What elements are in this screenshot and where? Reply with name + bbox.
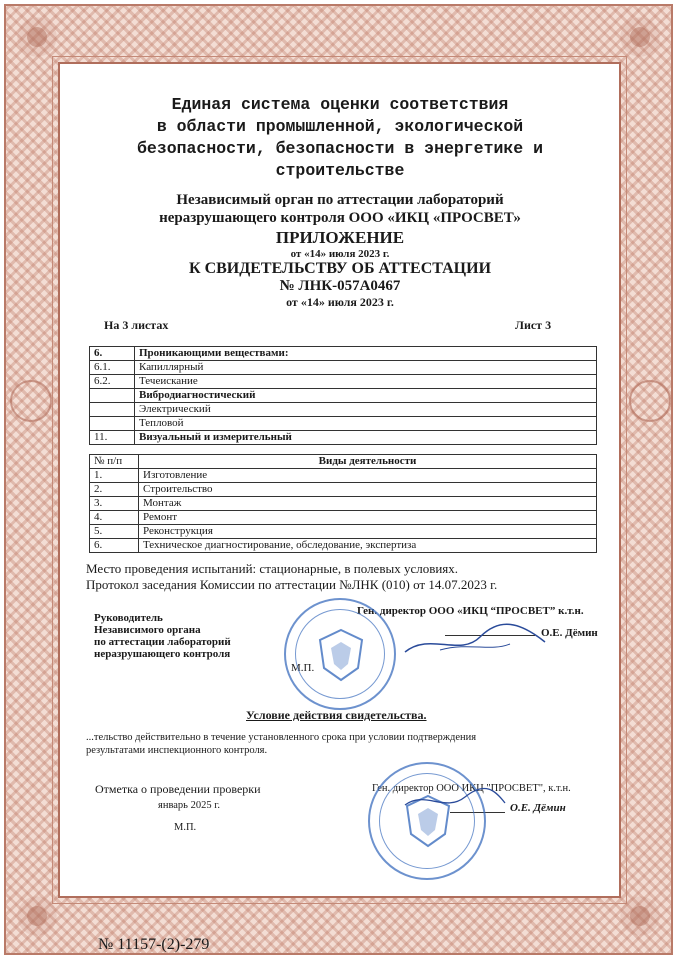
certificate-number: № ЛНК-057А0467	[279, 278, 401, 294]
organ-line-2: неразрушающего контроля ООО «ИКЦ «ПРОСВЕТ»	[159, 210, 521, 226]
table-row	[90, 511, 597, 525]
condition-title: Условие действия свидетельства.	[246, 708, 427, 722]
row-num: 5.	[90, 525, 139, 539]
table-row	[90, 403, 597, 417]
signature-1	[400, 612, 550, 662]
table-row	[90, 539, 597, 553]
row-text: Тепловой	[135, 417, 597, 431]
table-header	[90, 455, 597, 469]
row-text: Монтаж	[139, 497, 597, 511]
certificate-heading: К СВИДЕТЕЛЬСТВУ ОБ АТТЕСТАЦИИ	[188, 260, 492, 277]
row-text: Вибродиагностический	[135, 389, 597, 403]
sheet-number: Лист 3	[515, 318, 552, 332]
row-text: Капиллярный	[135, 361, 597, 375]
table-row	[90, 389, 597, 403]
head-line-2: Независимого органа	[94, 624, 201, 636]
header-line-2: в области промышленной, экологической	[156, 117, 524, 136]
row-text: Течеискание	[135, 375, 597, 389]
certificate-date: от «14» июля 2023 г.	[286, 295, 394, 309]
condition-text-2: результатами инспекционного контроля.	[86, 745, 268, 756]
organ-line-1: Независимый орган по аттестации лабораторий	[176, 192, 504, 208]
director-name: О.Е. Дёмин	[541, 627, 598, 639]
row-text: Строительство	[139, 483, 597, 497]
row-text: Визуальный и измерительный	[135, 431, 597, 445]
corner-ornament	[617, 14, 663, 60]
table-row	[90, 469, 597, 483]
director-title: Ген. директор ООО «ИКЦ “ПРОСВЕТ” к.т.н.	[357, 605, 584, 617]
row-num: 3.	[90, 497, 139, 511]
row-num: 11.	[90, 431, 135, 445]
serial-number: № 11157-(2)-279	[98, 936, 210, 953]
row-text: Техническое диагностирование, обследование, экспертиза	[139, 539, 597, 553]
header-num: № п/п	[90, 455, 139, 469]
signature-2	[400, 785, 510, 815]
appendix-date: от «14» июля 2023 г.	[290, 248, 390, 260]
corner-ornament	[14, 14, 60, 60]
sheets-total: На 3 листах	[104, 318, 169, 332]
check-stamp-label: М.П.	[174, 822, 197, 833]
header-name: Виды деятельности	[139, 455, 597, 469]
corner-ornament	[14, 893, 60, 939]
check-seal	[368, 762, 486, 880]
row-num: 6.2.	[90, 375, 135, 389]
check-label: Отметка о проведении проверки	[95, 782, 261, 796]
corner-ornament	[617, 893, 663, 939]
check-director-name: О.Е. Дёмин	[510, 802, 566, 814]
test-place: Место проведения испытаний: стационарные, в полевых условиях.	[86, 561, 459, 576]
condition-text-1: ...тельство действительно в течение установленного срока при условии подтверждения	[86, 732, 477, 743]
stamp-place-label: М.П.	[291, 662, 315, 674]
row-num: 4.	[90, 511, 139, 525]
methods-table	[89, 346, 597, 445]
row-text: Проникающими веществами:	[135, 347, 597, 361]
check-date: январь 2025 г.	[158, 800, 220, 811]
row-text: Реконструкция	[139, 525, 597, 539]
header-line-4: строительстве	[275, 161, 405, 180]
check-director-title: Ген. директор ООО ИКЦ "ПРОСВЕТ", к.т.н.	[372, 783, 571, 794]
table-row	[90, 497, 597, 511]
header-line-1: Единая система оценки соответствия	[171, 95, 509, 114]
head-line-1: Руководитель	[94, 612, 163, 624]
header-line-3: безопасности, безопасности в энергетике и	[137, 139, 543, 158]
head-line-3: по аттестации лабораторий	[94, 636, 231, 648]
table-row	[90, 525, 597, 539]
table-row	[90, 417, 597, 431]
organization-seal	[284, 598, 396, 710]
row-num	[90, 389, 135, 403]
appendix-title: ПРИЛОЖЕНИЕ	[275, 228, 405, 247]
row-num: 6.	[90, 539, 139, 553]
table-row	[90, 375, 597, 389]
side-rosette	[10, 380, 52, 422]
side-rosette	[629, 380, 671, 422]
row-num: 6.	[90, 347, 135, 361]
protocol-line: Протокол заседания Комиссии по аттестации №ЛНК (010) от 14.07.2023 г.	[86, 577, 498, 592]
table-row	[90, 347, 597, 361]
row-text: Ремонт	[139, 511, 597, 525]
table-row	[90, 483, 597, 497]
activities-table	[89, 454, 597, 553]
row-num: 2.	[90, 483, 139, 497]
table-row	[90, 361, 597, 375]
row-num	[90, 403, 135, 417]
row-num	[90, 417, 135, 431]
row-text: Изготовление	[139, 469, 597, 483]
head-line-4: неразрушающего контроля	[94, 648, 231, 660]
row-num: 6.1.	[90, 361, 135, 375]
row-text: Электрический	[135, 403, 597, 417]
row-num: 1.	[90, 469, 139, 483]
table-row	[90, 431, 597, 445]
